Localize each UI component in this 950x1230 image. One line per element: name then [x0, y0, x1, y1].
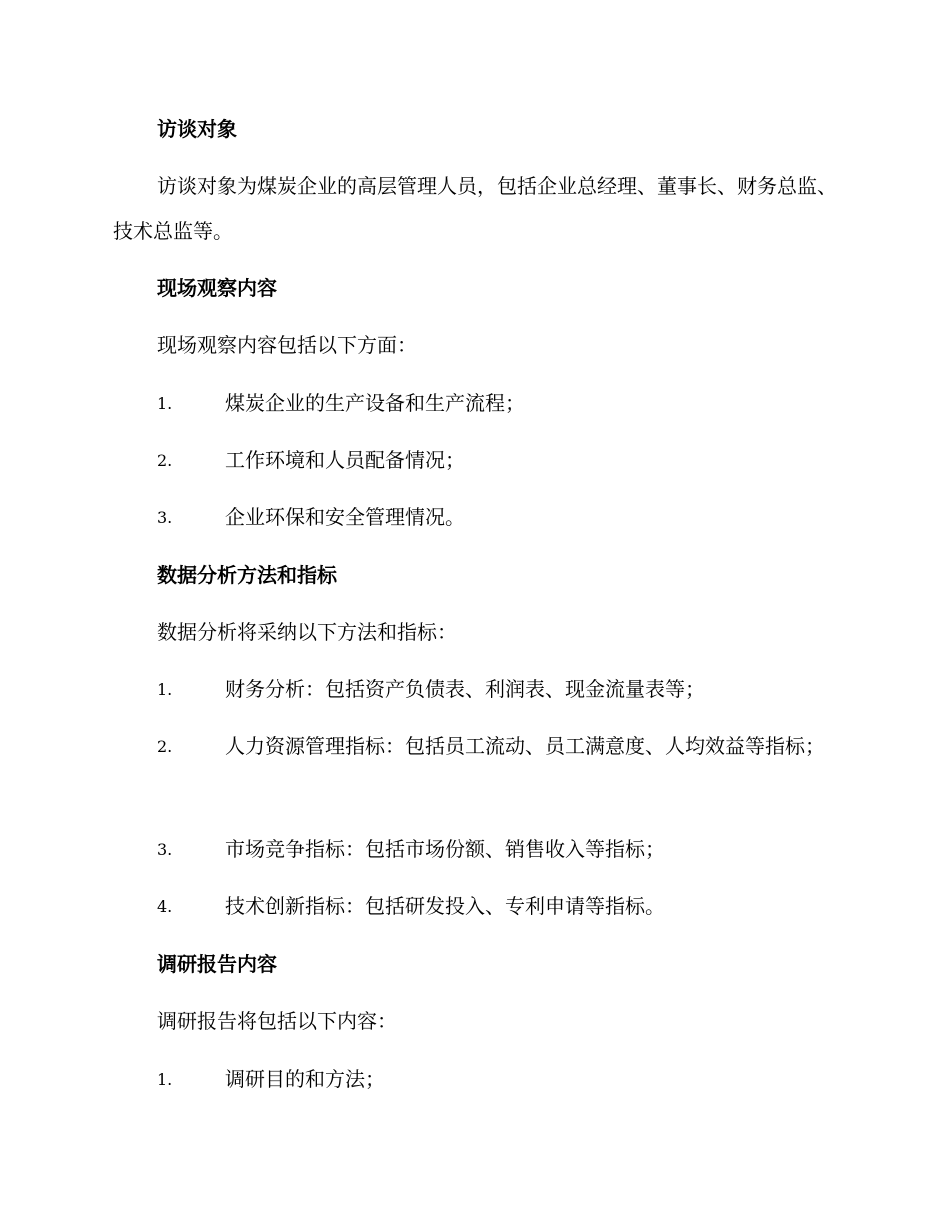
paragraph-report-content: 调研报告将包括以下内容：	[157, 1009, 397, 1033]
list-item	[113, 1057, 843, 1102]
list-item	[113, 724, 843, 769]
list-item-text: 企业环保和安全管理情况。	[225, 505, 465, 529]
section-heading-site-observation: 现场观察内容	[157, 276, 277, 300]
section-heading-data-analysis: 数据分析方法和指标	[157, 563, 337, 587]
list-item	[113, 381, 843, 426]
list-item	[113, 884, 843, 929]
paragraph-site-observation: 现场观察内容包括以下方面：	[157, 333, 417, 357]
list-item-number: 2.	[157, 451, 173, 470]
list-item	[113, 438, 843, 483]
list-item-text: 煤炭企业的生产设备和生产流程；	[225, 391, 525, 415]
list-item-text: 人力资源管理指标：包括员工流动、员工满意度、人均效益等指标；	[225, 734, 825, 758]
list-item-number: 3.	[157, 508, 173, 527]
paragraph-data-analysis: 数据分析将采纳以下方法和指标：	[157, 620, 457, 644]
list-item-number: 1.	[157, 680, 173, 699]
list-item	[113, 827, 843, 872]
list-item-text: 调研目的和方法；	[225, 1067, 385, 1091]
list-item-number: 4.	[157, 897, 173, 916]
list-item-text: 市场竞争指标：包括市场份额、销售收入等指标；	[225, 837, 665, 861]
list-item-text: 财务分析：包括资产负债表、利润表、现金流量表等；	[225, 677, 705, 701]
list-item-text: 技术创新指标：包括研发投入、专利申请等指标。	[225, 894, 665, 918]
list-item-number: 1.	[157, 394, 173, 413]
list-item-number: 2.	[157, 737, 173, 756]
list-item-number: 1.	[157, 1070, 173, 1089]
section-heading-report-content: 调研报告内容	[157, 952, 277, 976]
list-item-number: 3.	[157, 840, 173, 859]
paragraph-interviewees: 访谈对象为煤炭企业的高层管理人员，包括企业总经理、董事长、财务总监、技术总监等。	[113, 174, 837, 243]
list-item	[113, 495, 843, 540]
section-heading-interviewees: 访谈对象	[157, 117, 237, 141]
list-item-text: 工作环境和人员配备情况；	[225, 448, 465, 472]
list-item	[113, 667, 843, 712]
